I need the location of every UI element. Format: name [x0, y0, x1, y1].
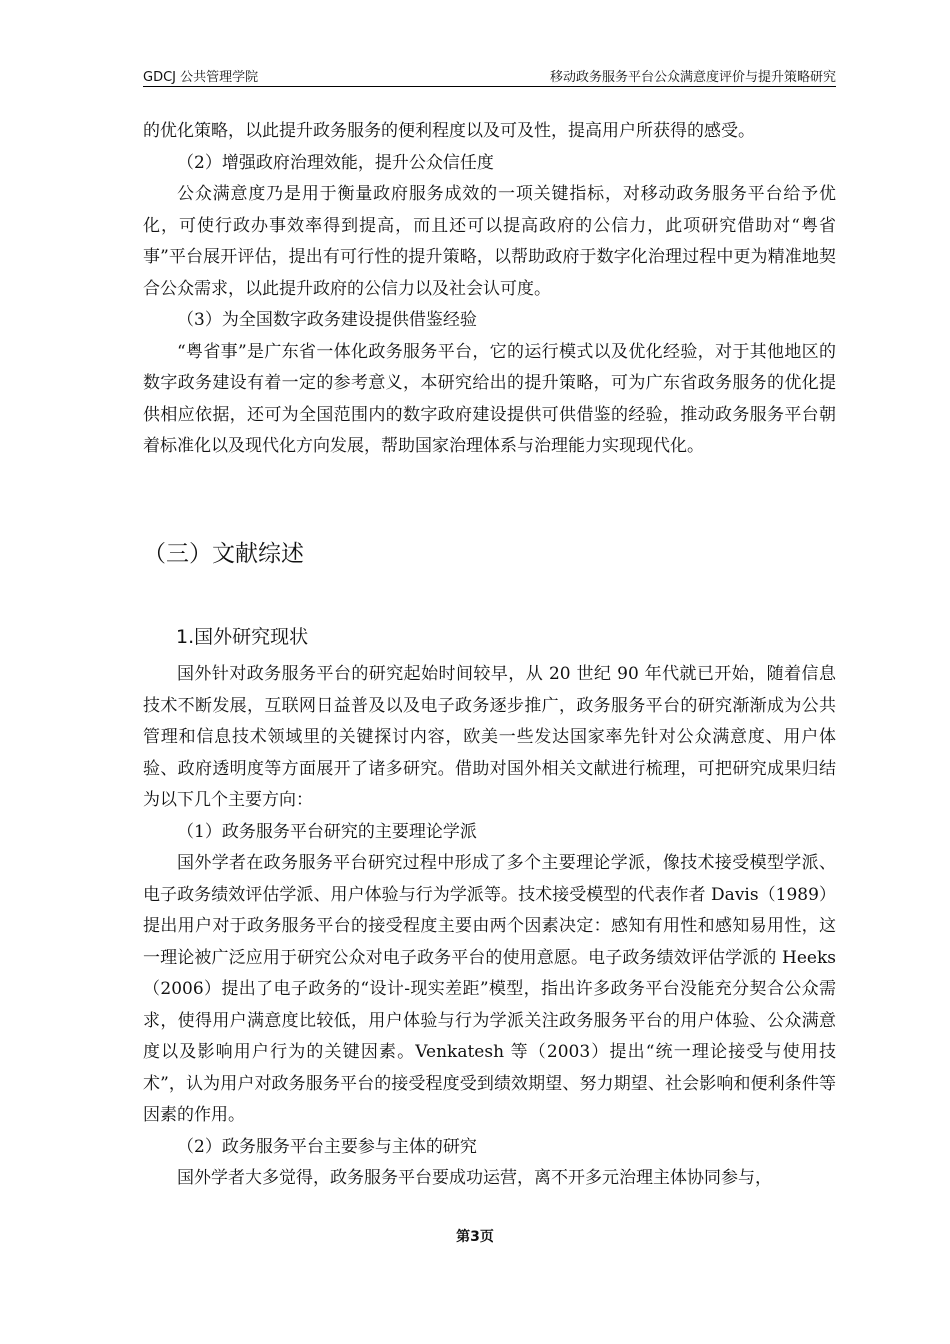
page-number: 第3页: [456, 1229, 494, 1245]
section-title: （三）文献综述: [143, 541, 304, 567]
top-text-block: [143, 116, 836, 463]
body-text-block: [143, 659, 836, 1195]
paragraph-heading: （2）政务服务平台主要参与主体的研究: [177, 1136, 477, 1157]
header-thesis-title: 移动政务服务平台公众满意度评价与提升策略研究: [549, 70, 836, 85]
paragraph: “粤省事”是广东省一体化政务服务平台，它的运行模式以及优化经验，对于其他地区的数字政务建设有着一定的参考意义，本研究给出的提升策略，可为广东省政务服务的优化提供相应依据，还可为全国范围内的数字政府建设提供可供借鉴的经验，推动政务服务平台朝着标准化以及现代化方向发展，帮助国家治理体系与治理能力实现现代化。: [143, 341, 836, 456]
paragraph-heading: （3）为全国数字政务建设提供借鉴经验: [177, 310, 477, 330]
paragraph-heading: （1）政务服务平台研究的主要理论学派: [177, 821, 477, 842]
paragraph: 国外学者在政务服务平台研究过程中形成了多个主要理论学派，像技术接受模型学派、电子政务绩效评估学派、用户体验与行为学派等。技术接受模型的代表作者 Davis（1989）提出用户对于政务服务平台的接受程度主要由两个因素决定：感知有用性和感知易用性，这一理论被广泛应用于研究公众对电子政务平台的使用意愿。电子政务绩效评估学派的 Heeks（2006）提出了电子政务的“设计-现实差距”模型，指出许多政务平台没能充分契合公众需求，使得用户满意度比较低，用户体验与行为学派关注政务服务平台的用户体验、公众满意度以及影响用户行为的关键因素。Venkatesh 等（2003）提出“统一理论接受与使用技术”，认为用户对政务服务平台的接受程度受到绩效期望、努力期望、社会影响和便利条件等因素的作用。: [143, 853, 836, 1125]
header-school: GDCJ 公共管理学院: [143, 70, 259, 85]
paragraph: 国外学者大多觉得，政务服务平台要成功运营，离不开多元治理主体协同参与，: [177, 1168, 772, 1188]
page-header: [143, 62, 836, 87]
paragraph-heading: （2）增强政府治理效能，提升公众信任度: [177, 152, 494, 173]
paragraph: 公众满意度乃是用于衡量政府服务成效的一项关键指标，对移动政务服务平台给予优化，可使行政办事效率得到提高，而且还可以提高政府的公信力，此项研究借助对“粤省事”平台展开评估，提出有可行性的提升策略，以帮助政府于数字化治理过程中更为精准地契合公众需求，以此提升政府的公信力以及社会认可度。: [143, 184, 836, 299]
subsection-title: 1.国外研究现状: [176, 626, 309, 648]
paragraph: 的优化策略，以此提升政务服务的便利程度以及可及性，提高用户所获得的感受。: [143, 121, 755, 141]
paragraph: 国外针对政务服务平台的研究起始时间较早，从 20 世纪 90 年代就已开始，随着信息技术不断发展，互联网日益普及以及电子政务逐步推广，政务服务平台的研究渐渐成为公共管理和信息技术领域里的关键探讨内容，欧美一些发达国家率先针对公众满意度、用户体验、政府透明度等方面展开了诸多研究。借助对国外相关文献进行梳理，可把研究成果归结为以下几个主要方向：: [143, 664, 836, 810]
